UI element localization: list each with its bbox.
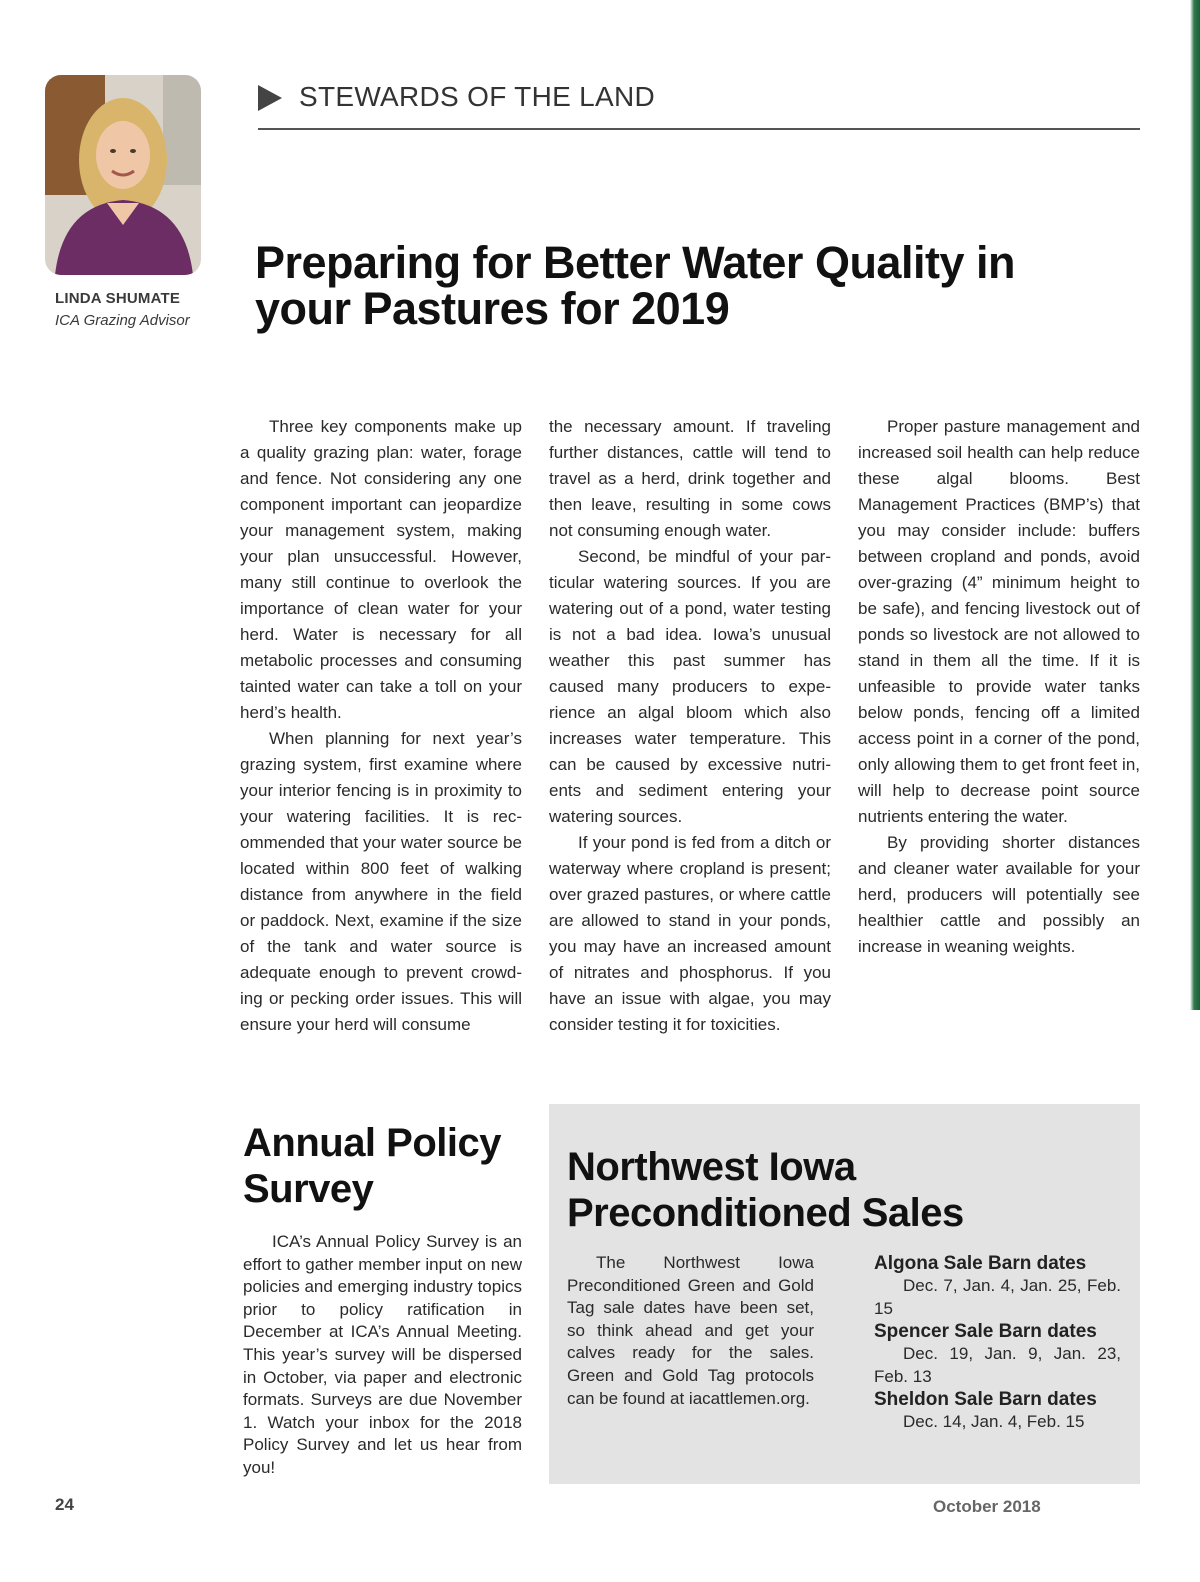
sales-title — [567, 1144, 1127, 1236]
sales-body: The Northwest Iowa Preconditioned Green and Gold Tag sale dates have been set, so think ahead and get your calves ready for the sales. Green and Gold Tag protocols can be found at iacattlemen.org. — [567, 1253, 814, 1408]
article-column-2 — [549, 414, 831, 1038]
issue-date: October 2018 — [933, 1497, 1041, 1516]
sale-barn-name: Algona Sale Barn dates — [874, 1253, 1087, 1274]
paragraph: When planning for next year’s grazing system, first examine where your interior fencing is in proximity to your watering facilities. It is recommended that your water source be located within 800 feet of walking distance from anywhere in the field or paddock. Next, examine if the size of the tank and water source is adequate enough to prevent crowding or pecking order issues. This will ensure your herd will consume — [240, 729, 522, 1034]
article-headline — [255, 237, 1035, 334]
paragraph: If your pond is fed from a ditch or waterway where cropland is present; over grazed pastures, or where cattle are allowed to stand in your ponds, you may have an increased amount of nitrates and phosphorus. If you have an issue with algae, you may consider testing it for toxicities. — [549, 833, 831, 1034]
sale-barn-name: Spencer Sale Barn dates — [874, 1321, 1097, 1343]
section-label: STEWARDS OF THE LAND — [299, 81, 656, 112]
survey-body: ICA’s Annual Policy Survey is an effort to gather member input on new policies and emerging industry topics prior to policy ratification in December at ICA’s Annual Meeting. This year’s survey will be dispersed in October, via paper and electronic formats. Surveys are due November 1. Watch your inbox for the 2018 Policy Survey and let us hear from you! — [243, 1232, 522, 1477]
paragraph: Proper pasture management and increased soil health can help reduce these algal blooms. Best Management Practices (BMP’s) that you may consider include: buffers between cropland and ponds, avoid over-grazing (4” minimum height to be safe), and fencing livestock out of ponds so livestock are not allowed to stand in them all the time. If it is unfeasible to provide water tanks below ponds, fencing off a limited access point in a corner of the pond, only allowing them to get front feet in, will help to decrease point source nutrients entering the water. — [858, 417, 1140, 826]
survey-title-line: Survey — [243, 1167, 374, 1211]
play-arrow-icon — [258, 85, 282, 111]
sale-barn-name: Sheldon Sale Barn dates — [874, 1389, 1097, 1411]
page-edge-strip — [1190, 0, 1200, 1010]
section-header — [258, 78, 1140, 130]
article-column-1 — [240, 414, 522, 1038]
paragraph: Second, be mindful of your particular watering sources. If you are watering out of a pond, water testing is not a bad idea. Iowa’s unusual weather this past summer has caused many producers to experience an algal bloom which also increases water temperature. This can be caused by excessive nutrients and sediment entering your watering sources. — [549, 547, 831, 826]
sales-title-line: Northwest Iowa — [567, 1145, 856, 1189]
sale-barn-dates: Dec. 7, Jan. 4, Jan. 25, Feb. 15 — [874, 1276, 1121, 1318]
headline-line: Preparing for Better Water Quality in — [255, 237, 1015, 288]
survey-title — [243, 1120, 533, 1212]
page-number: 24 — [55, 1495, 74, 1514]
paragraph: the necessary amount. If traveling further distances, cattle will tend to travel as a herd, drink together and then leave, resulting in some cows not consuming enough water. — [549, 417, 831, 540]
paragraph: Three key components make up a quality grazing plan: water, forage and fence. Not considering any one component important can jeopardize your management system, making your plan unsuccessful. However, many still continue to overlook the importance of clean water for your herd. Water is necessary for all metabolic processes and consuming tainted water can take a toll on your herd’s health. — [240, 417, 522, 722]
author-title: ICA Grazing Advisor — [55, 312, 190, 329]
sales-title-line: Preconditioned Sales — [567, 1191, 964, 1235]
author-photo — [45, 75, 201, 275]
author-name: LINDA SHUMATE — [55, 290, 181, 307]
paragraph: By providing shorter distances and cleaner water available for your herd, producers will potentially see healthier cattle and possibly an increase in weaning weights. — [858, 833, 1140, 956]
sale-barn-dates: Dec. 19, Jan. 9, Jan. 23, Feb. 13 — [874, 1344, 1121, 1386]
headline-line: your Pastures for 2019 — [255, 283, 730, 334]
article-column-3 — [858, 414, 1140, 960]
survey-title-line: Annual Policy — [243, 1121, 501, 1165]
sales-box — [549, 1104, 1140, 1484]
sale-barn-list — [874, 1252, 1121, 1434]
sale-barn-dates: Dec. 14, Jan. 4, Feb. 15 — [903, 1412, 1085, 1432]
